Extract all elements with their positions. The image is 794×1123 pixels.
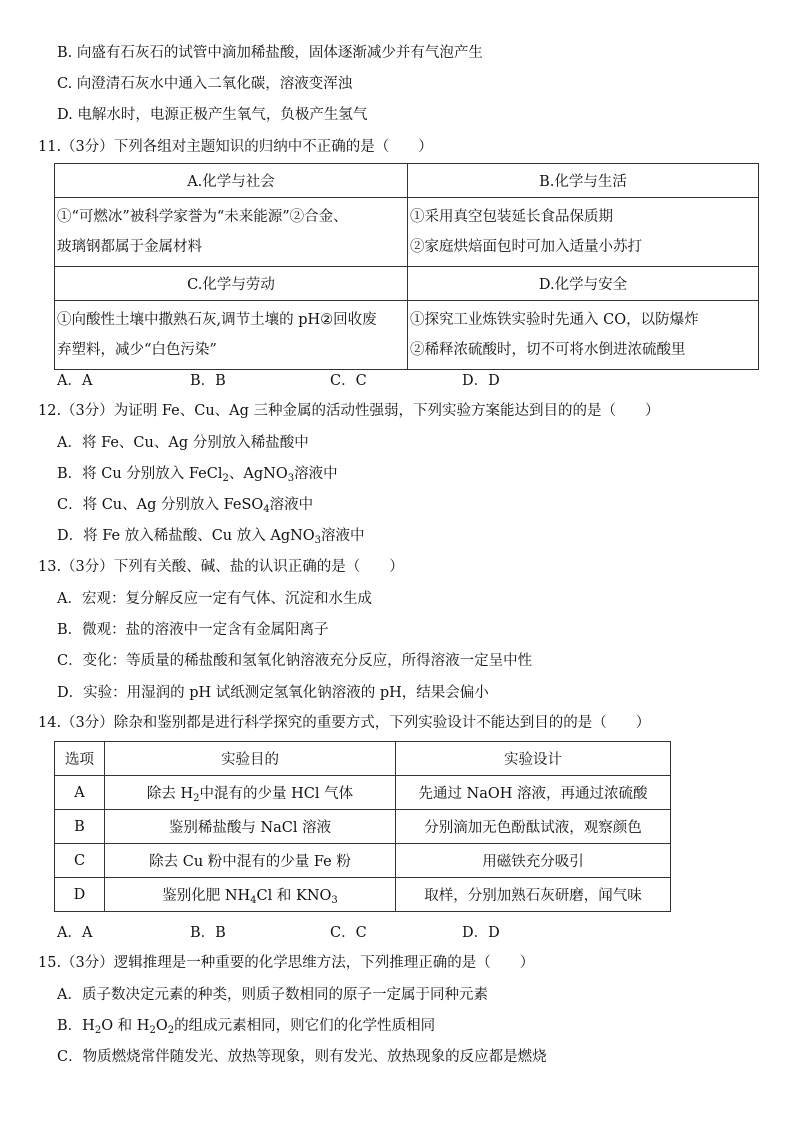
q11-header-b: B.化学与生活 bbox=[408, 164, 759, 198]
table-row bbox=[55, 844, 671, 878]
q15-option-c: C．物质燃烧常伴随发光、放热等现象，则有发光、放热现象的反应都是燃烧 bbox=[57, 1049, 547, 1065]
q11-stem: 11.（3分）下列各组对主题知识的归纳中不正确的是（ ） bbox=[38, 139, 433, 155]
q14-row-b-design: 分别滴加无色酚酞试液，观察颜色 bbox=[396, 810, 671, 844]
table-row bbox=[55, 810, 671, 844]
q11-b-line2: ②家庭烘焙面包时可加入适量小苏打 bbox=[410, 239, 642, 255]
q11-cell-b bbox=[408, 198, 759, 267]
q14-option-c: C．C bbox=[330, 925, 367, 941]
q10-option-d: D. 电解水时，电源正极产生氧气，负极产生氢气 bbox=[57, 107, 368, 123]
q12-stem: 12.（3分）为证明 Fe、Cu、Ag 三种金属的活动性强弱，下列实验方案能达到目的的是（ ） bbox=[38, 403, 660, 419]
q14-row-d-option: D bbox=[55, 878, 105, 912]
q14-row-c-goal: 除去 Cu 粉中混有的少量 Fe 粉 bbox=[105, 844, 396, 878]
q10-option-c: C. 向澄清石灰水中通入二氧化碳，溶液变浑浊 bbox=[57, 76, 353, 92]
q13-option-c: C．变化：等质量的稀盐酸和氢氧化钠溶液充分反应，所得溶液一定呈中性 bbox=[57, 653, 533, 669]
q12-option-c: C．将 Cu、Ag 分别放入 FeSO$_4$溶液中 bbox=[57, 497, 314, 515]
q11-d-line1: ①探究工业炼铁实验时先通入 CO，以防爆炸 bbox=[410, 312, 699, 328]
q14-header-option: 选项 bbox=[55, 742, 105, 776]
q11-option-b: B．B bbox=[190, 373, 226, 389]
table-header-row bbox=[55, 742, 671, 776]
q11-header-c: C.化学与劳动 bbox=[55, 267, 408, 301]
q11-c-line1: ①向酸性土壤中撒熟石灰,调节土壤的 pH②回收废 bbox=[57, 312, 377, 328]
q14-row-a-goal: 除去 $H_2$中混有的少量 HCl 气体 bbox=[105, 776, 396, 810]
q15-option-b: B．$H_2O$ 和 $H_2O_2$的组成元素相同，则它们的化学性质相同 bbox=[57, 1018, 436, 1036]
q14-option-b: B．B bbox=[190, 925, 226, 941]
q14-row-d-design: 取样，分别加熟石灰研磨，闻气味 bbox=[396, 878, 671, 912]
q13-option-b: B．微观：盐的溶液中一定含有金属阳离子 bbox=[57, 622, 329, 638]
q11-cell-a bbox=[55, 198, 408, 267]
q13-stem: 13.（3分）下列有关酸、碱、盐的认识正确的是（ ） bbox=[38, 559, 404, 575]
q14-header-goal: 实验目的 bbox=[105, 742, 396, 776]
q14-row-c-option: C bbox=[55, 844, 105, 878]
q11-header-a: A.化学与社会 bbox=[55, 164, 408, 198]
q14-row-a-option: A bbox=[55, 776, 105, 810]
q13-option-a: A．宏观：复分解反应一定有气体、沉淀和水生成 bbox=[57, 591, 372, 607]
q14-option-d: D．D bbox=[462, 925, 500, 941]
q15-stem: 15.（3分）逻辑推理是一种重要的化学思维方法，下列推理正确的是（ ） bbox=[38, 955, 535, 971]
q14-table bbox=[54, 741, 671, 912]
q11-d-line2: ②稀释浓硫酸时，切不可将水倒进浓硫酸里 bbox=[410, 342, 686, 358]
q10-option-b: B. 向盛有石灰石的试管中滴加稀盐酸，固体逐渐减少并有气泡产生 bbox=[57, 45, 483, 61]
q11-c-line2: 弃塑料，减少“白色污染” bbox=[57, 342, 217, 358]
q14-option-a: A．A bbox=[57, 925, 93, 941]
q14-row-b-goal: 鉴别稀盐酸与 NaCl 溶液 bbox=[105, 810, 396, 844]
q14-row-d-goal: 鉴别化肥 $NH_4Cl$ 和 $KNO_3$ bbox=[105, 878, 396, 912]
table-row bbox=[55, 776, 671, 810]
q14-header-design: 实验设计 bbox=[396, 742, 671, 776]
q11-table bbox=[54, 163, 759, 370]
q14-row-b-option: B bbox=[55, 810, 105, 844]
q11-option-a: A．A bbox=[57, 373, 93, 389]
q11-header-d: D.化学与安全 bbox=[408, 267, 759, 301]
q14-row-a-design: 先通过 NaOH 溶液，再通过浓硫酸 bbox=[396, 776, 671, 810]
q13-option-d: D．实验：用湿润的 pH 试纸测定氢氧化钠溶液的 pH，结果会偏小 bbox=[57, 685, 489, 701]
q11-option-c: C．C bbox=[330, 373, 367, 389]
q11-b-line1: ①采用真空包装延长食品保质期 bbox=[410, 209, 613, 225]
q11-cell-c bbox=[55, 301, 408, 370]
q11-cell-d bbox=[408, 301, 759, 370]
q11-a-line1: ①“可燃冰”被科学家誉为“未来能源”②合金、 bbox=[57, 209, 348, 225]
q15-option-a: A．质子数决定元素的种类，则质子数相同的原子一定属于同种元素 bbox=[57, 987, 488, 1003]
q14-stem: 14.（3分）除杂和鉴别都是进行科学探究的重要方式，下列实验设计不能达到目的的是（ ） bbox=[38, 715, 651, 731]
q11-a-line2: 玻璃钢都属于金属材料 bbox=[57, 239, 202, 255]
q12-option-d: D．将 Fe 放入稀盐酸、Cu 放入 AgNO$_3$溶液中 bbox=[57, 528, 365, 546]
table-row bbox=[55, 878, 671, 912]
q12-option-b: B．将 Cu 分别放入 FeCl$_2$、AgNO$_3$溶液中 bbox=[57, 466, 338, 484]
q12-option-a: A．将 Fe、Cu、Ag 分别放入稀盐酸中 bbox=[57, 435, 309, 451]
q14-row-c-design: 用磁铁充分吸引 bbox=[396, 844, 671, 878]
q11-option-d: D．D bbox=[462, 373, 500, 389]
